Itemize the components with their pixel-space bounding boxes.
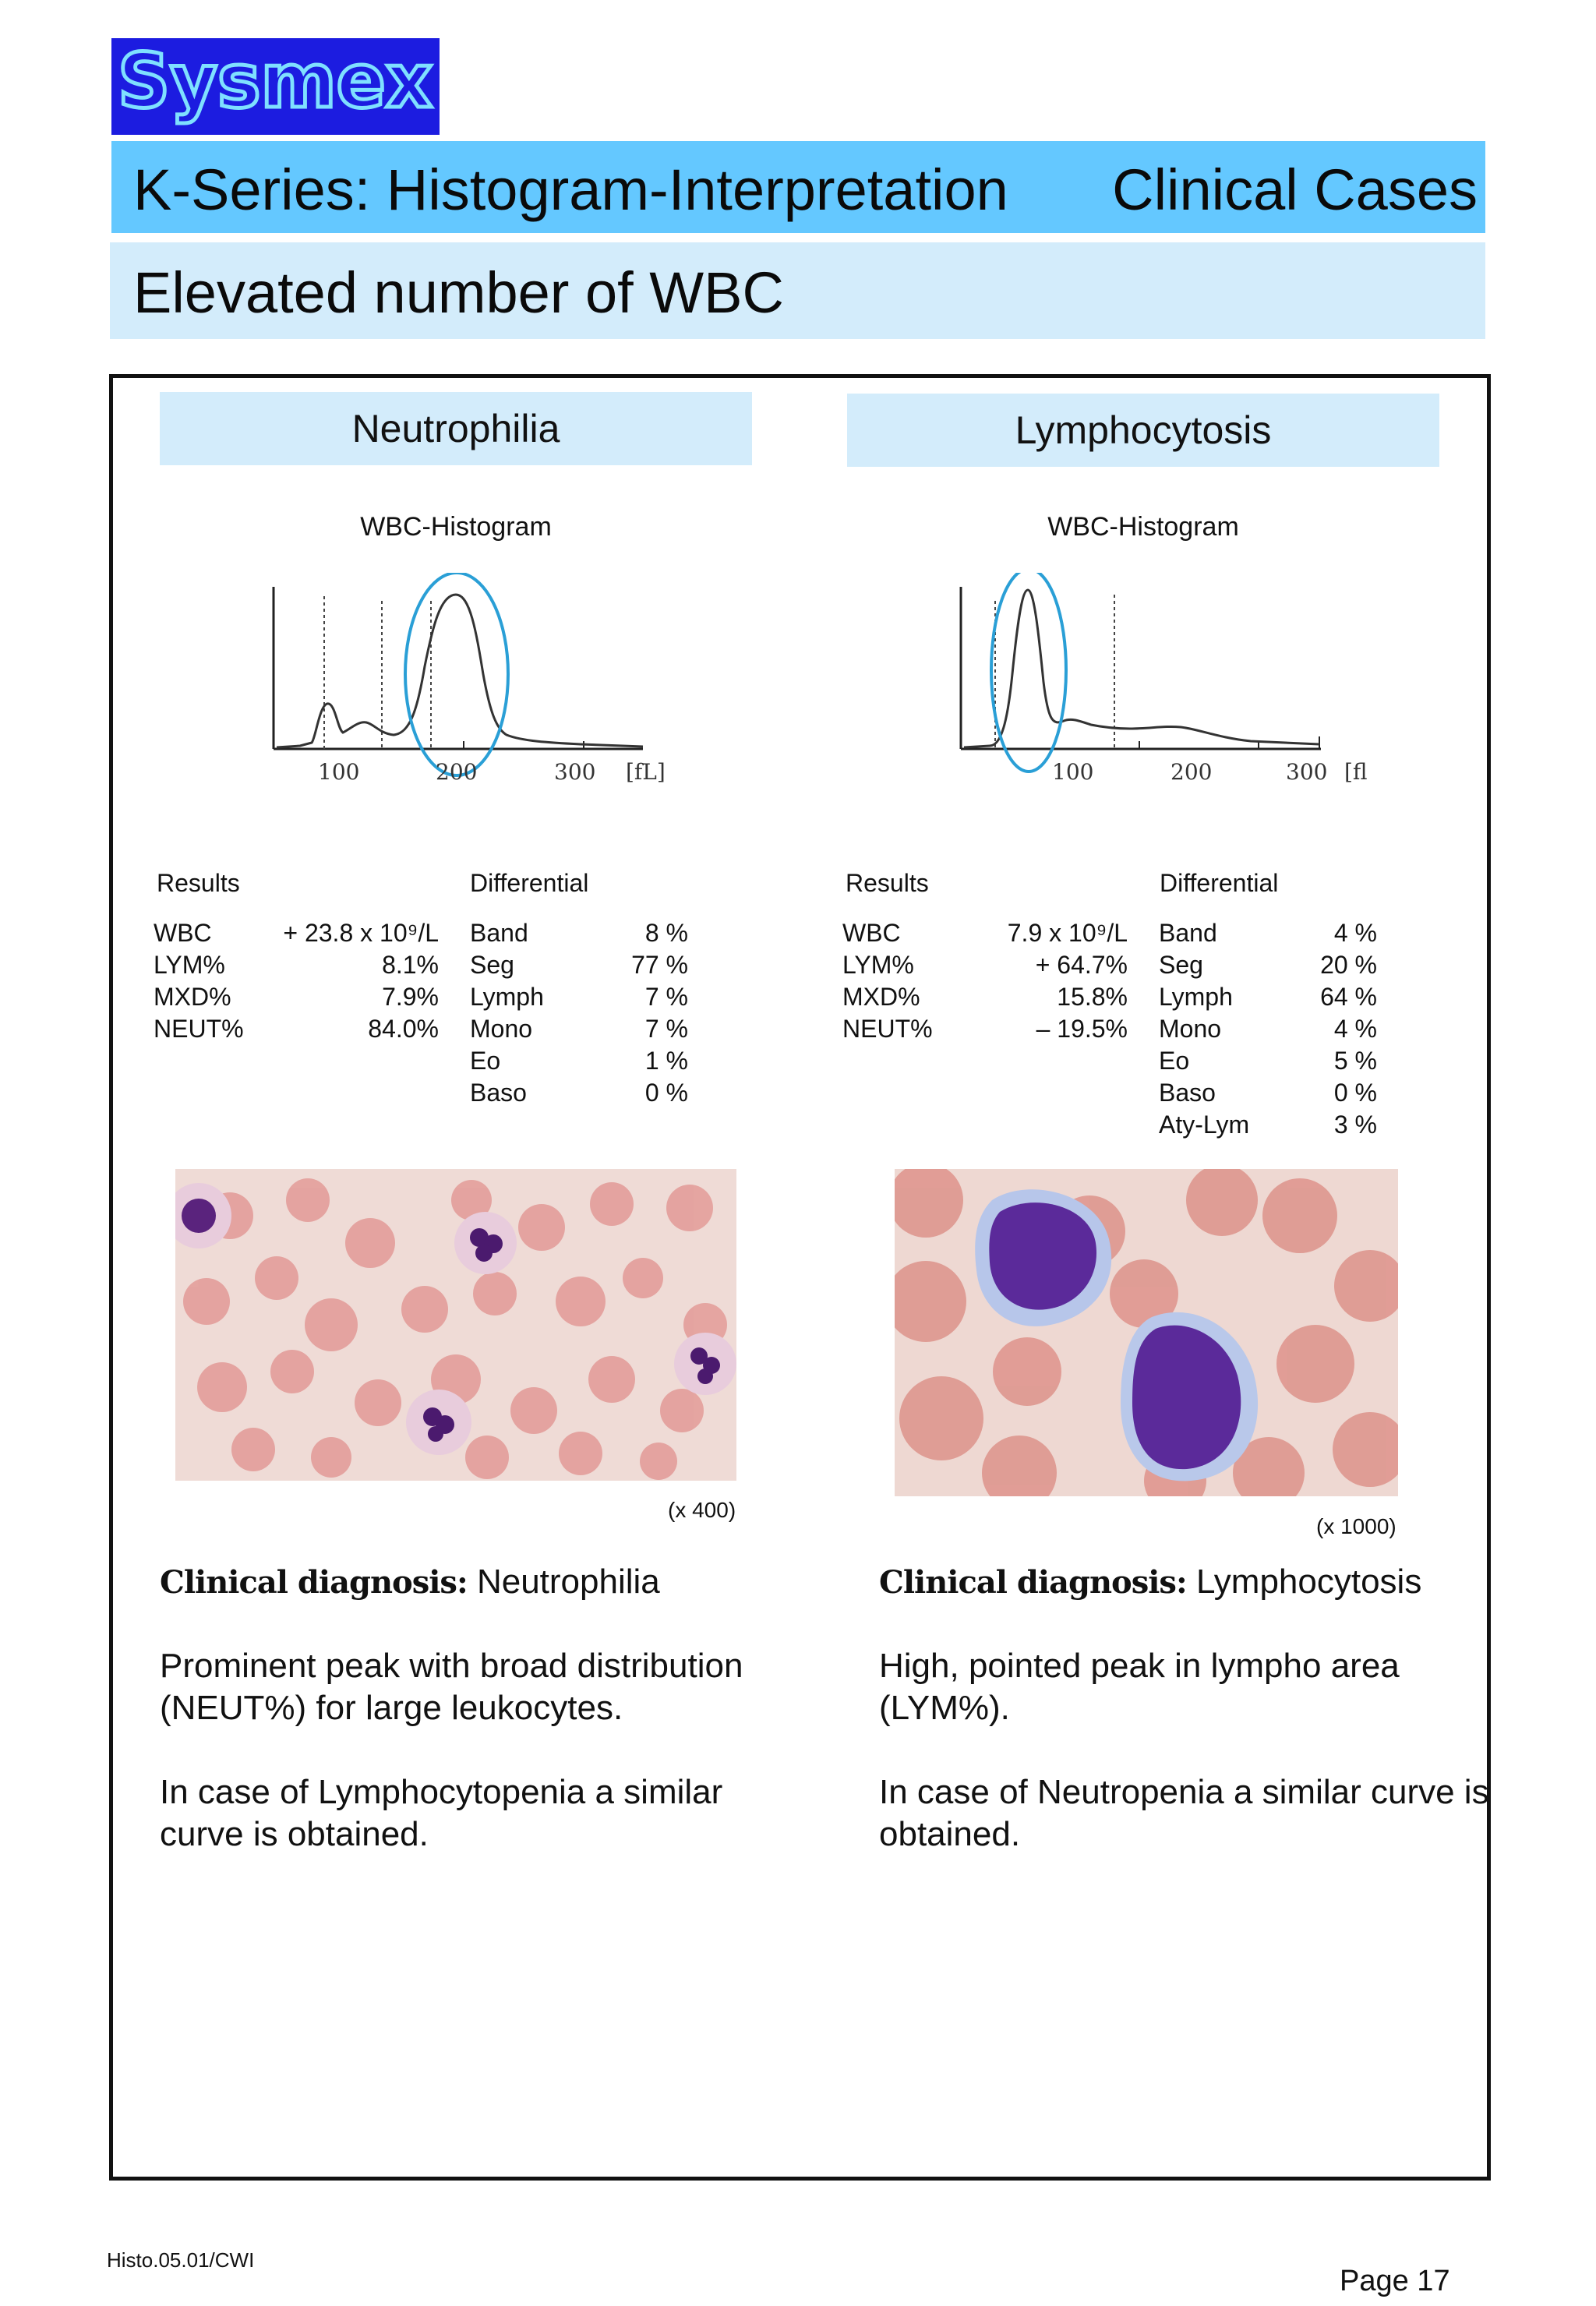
diagnosis-value: Lymphocytosis [1195,1563,1422,1601]
diagnosis-label: Clinical diagnosis: [879,1564,1187,1601]
neutrophil-peak-highlight [405,573,508,775]
description-left-1: Prominent peak with broad distribution (NEUT%) for large leukocytes. [160,1647,743,1727]
page-title: K-Series: Histogram-Interpretation [133,157,1008,222]
wbc-histogram-left [269,573,736,807]
magnification-right: (x 1000) [1316,1514,1396,1538]
table-row: LYM% 8.1% [154,951,439,979]
description-right-1: High, pointed peak in lympho area (LYM%). [879,1647,1400,1727]
micrograph-right [895,1169,1398,1496]
differential-label-left: Differential [470,869,589,897]
magnification-left: (x 400) [668,1498,736,1522]
tick-label-200: 200 [1171,759,1213,785]
tick-label-300: 300 [554,759,596,785]
table-row: Mono 4 % [1159,1015,1377,1043]
lymphocyte-peak-highlight [991,573,1066,772]
tick-label-100: 100 [1052,759,1094,785]
table-row: LYM% + 64.7% [842,951,1128,979]
sysmex-logo [111,38,440,135]
subtitle-banner [110,242,1485,339]
section-title: Clinical Cases [1112,157,1478,222]
tick-label-200: 200 [436,759,478,785]
table-row: Aty-Lym 3 % [1159,1111,1377,1139]
results-table-left [154,917,439,1045]
tick-label-100: 100 [318,759,360,785]
wbc-histogram-right [955,573,1453,807]
diagnosis-right [879,1563,1421,1601]
differential-table-left [470,917,688,1109]
differential-label-right: Differential [1160,869,1279,897]
title-banner [111,141,1485,233]
table-row: Lymph 7 % [470,983,688,1011]
results-table-right [842,917,1128,1045]
table-row: Band 8 % [470,919,688,947]
results-label-left: Results [157,869,240,897]
table-row: Seg 20 % [1159,951,1377,979]
table-row: Seg 77 % [470,951,688,979]
table-row: WBC + 23.8 x 10⁹/L [154,919,439,947]
tick-label-300: 300 [1286,759,1328,785]
document-id: Histo.05.01/CWI [107,2248,255,2272]
table-row: NEUT% 84.0% [154,1015,439,1043]
histogram-caption-left: WBC-Histogram [360,512,552,542]
table-row: Band 4 % [1159,919,1377,947]
table-row: MXD% 7.9% [154,983,439,1011]
table-row: Eo 1 % [470,1047,688,1075]
diagnosis-left [160,1563,660,1601]
content-frame [109,374,1491,2181]
page-number: Page 17 [1340,2265,1450,2297]
page-subtitle: Elevated number of WBC [133,260,784,325]
table-row: Mono 7 % [470,1015,688,1043]
axis-unit: [fl [1344,759,1368,785]
description-left-2: In case of Lymphocytopenia a similar curve is obtained. [160,1773,723,1853]
table-row: Lymph 64 % [1159,983,1377,1011]
diagnosis-label: Clinical diagnosis: [160,1564,468,1601]
axis-unit: [fL] [626,759,666,785]
micrograph-left [175,1169,736,1481]
case-heading-left: Neutrophilia [160,392,752,465]
table-row: NEUT% – 19.5% [842,1015,1128,1043]
table-row: MXD% 15.8% [842,983,1128,1011]
histogram-curve [964,590,1319,747]
table-row: Baso 0 % [1159,1079,1377,1107]
description-right-2: In case of Neutropenia a similar curve is obtained. [879,1773,1489,1853]
diagnosis-value: Neutrophilia [476,1563,660,1601]
histogram-curve [277,595,643,747]
differential-table-right [1159,917,1377,1141]
table-row: Baso 0 % [470,1079,688,1107]
results-label-right: Results [846,869,929,897]
logo-text: Sysmex [118,38,433,125]
case-heading-right: Lymphocytosis [847,394,1439,467]
table-row: WBC 7.9 x 10⁹/L [842,919,1128,947]
table-row: Eo 5 % [1159,1047,1377,1075]
histogram-caption-right: WBC-Histogram [1047,512,1239,542]
